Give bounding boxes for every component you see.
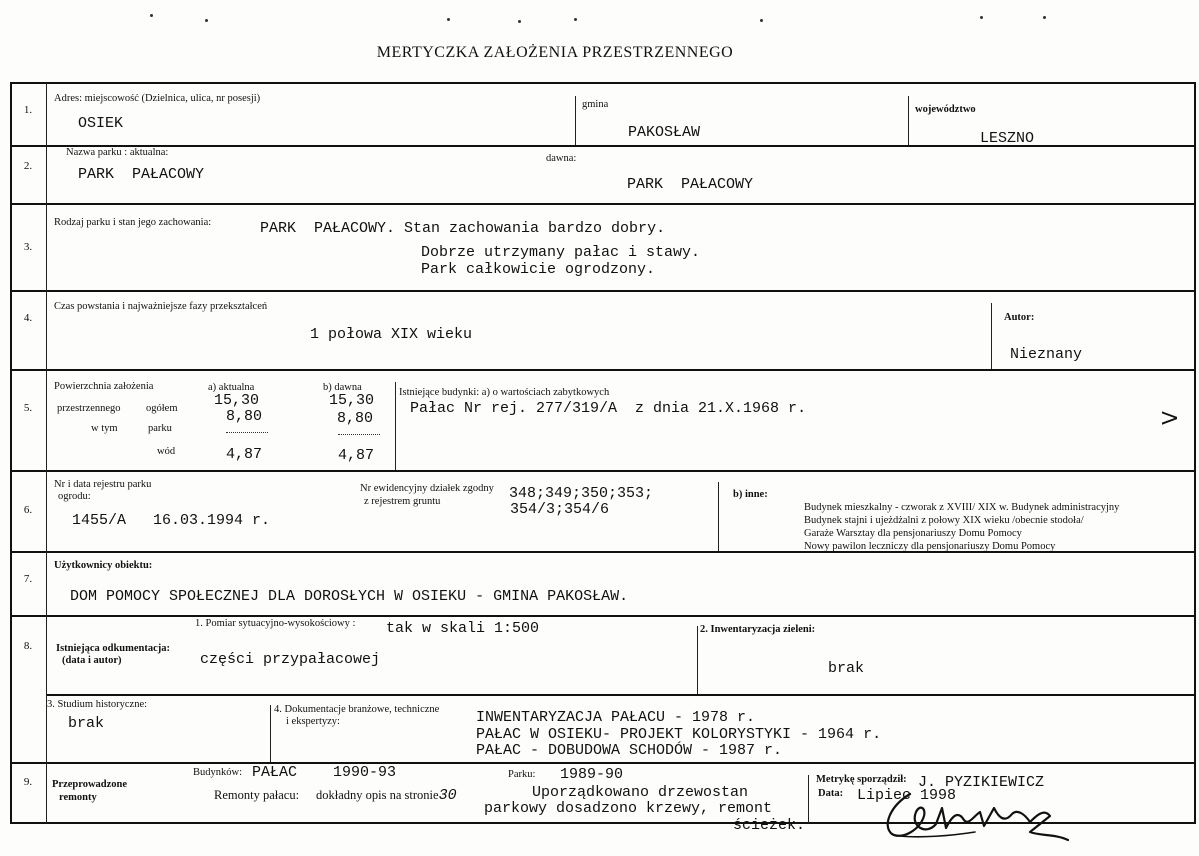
row-number: 8. xyxy=(23,640,33,652)
historic-buildings-value: Pałac Nr rej. 277/319/A z dnia 21.X.1968 r. xyxy=(410,400,807,417)
greenery-inventory-value: brak xyxy=(828,660,865,677)
row-number: 7. xyxy=(23,573,33,585)
cell-divider xyxy=(991,303,992,369)
park-renovation-desc: parkowy dosadzono krzewy, remont xyxy=(484,800,773,817)
scan-speck xyxy=(1043,16,1046,19)
technical-doc-item: PAŁAC W OSIEKU- PROJEKT KOLORYSTYKI - 1964 r. xyxy=(476,726,882,743)
creation-time-value: 1 połowa XIX wieku xyxy=(310,326,473,343)
cell-divider xyxy=(718,482,719,551)
voivodeship-value: LESZNO xyxy=(980,130,1035,147)
row-number: 4. xyxy=(23,312,33,324)
cell-divider xyxy=(575,96,576,145)
park-name-value: PARK PAŁACOWY xyxy=(78,166,205,183)
row-number: 5. xyxy=(23,402,33,414)
other-building-item: Budynek mieszkalny - czworak z XVIII/ XIX w. Budynek administracyjny xyxy=(804,502,1120,513)
scan-speck xyxy=(447,18,450,21)
area-former-total: 15,30 xyxy=(329,392,375,409)
park-renovation-desc: ścieżek. xyxy=(733,817,806,834)
row-number: 9. xyxy=(23,776,33,788)
historical-study-label: 3. Studium historyczne: xyxy=(47,699,148,710)
other-buildings-label: b) inne: xyxy=(733,489,768,500)
dotted-line xyxy=(338,434,380,435)
documentation-label: Istniejąca odkumentacja: xyxy=(56,643,171,654)
park-state-line-2: Dobrze utrzymany pałac i stawy. xyxy=(421,244,701,261)
author-label: Autor: xyxy=(1004,312,1035,323)
palace-renovation-value: dokładny opis na stronie30 xyxy=(316,787,457,804)
dotted-line xyxy=(226,432,268,433)
park-state-line-3: Park całkowicie ogrodzony. xyxy=(421,261,656,278)
plot-numbers-line-2: 354/3;354/6 xyxy=(510,501,610,518)
park-renovation-label: Parku: xyxy=(508,769,536,780)
buildings-renovation-value: PAŁAC 1990-93 xyxy=(252,764,397,781)
park-name-label: Nazwa parku : aktualna: xyxy=(66,147,169,158)
area-current-label: a) aktualna xyxy=(208,382,255,393)
margin-mark: V xyxy=(1157,411,1182,425)
park-renovation-desc: Uporządkowano drzewostan xyxy=(532,784,749,801)
technical-docs-label-cont: i ekspertyzy: xyxy=(286,716,340,727)
area-former-label: b) dawna xyxy=(323,382,362,393)
scan-speck xyxy=(760,19,763,22)
historic-buildings-label: Istniejące budynki: a) o wartościach zabytkowych xyxy=(399,387,610,398)
scan-speck xyxy=(980,16,983,19)
registry-value: 1455/A 16.03.1994 r. xyxy=(72,512,271,529)
row-divider xyxy=(46,694,1196,696)
address-value: OSIEK xyxy=(78,115,124,132)
scan-speck xyxy=(574,18,577,21)
documentation-label-cont: (data i autor) xyxy=(62,655,122,666)
area-former-water: 4,87 xyxy=(338,447,375,464)
park-type-label: Rodzaj parku i stan jego zachowania: xyxy=(54,217,212,228)
scan-speck xyxy=(518,20,521,23)
area-total-label: ogółem xyxy=(146,403,178,414)
former-name-value: PARK PAŁACOWY xyxy=(627,176,754,193)
registry-label-cont: ogrodu: xyxy=(58,491,91,502)
cell-divider xyxy=(697,626,698,694)
renovations-label: Przeprowadzone xyxy=(52,779,128,790)
cell-divider xyxy=(395,382,396,470)
area-current-water: 4,87 xyxy=(226,446,263,463)
row-number: 1. xyxy=(23,104,33,116)
survey-value-extent: części przypałacowej xyxy=(200,651,381,668)
area-former-park: 8,80 xyxy=(337,410,374,427)
buildings-renovation-label: Budynków: xyxy=(193,767,243,778)
creation-time-label: Czas powstania i najważniejsze fazy przekształceń xyxy=(54,301,268,312)
cell-divider xyxy=(270,705,271,762)
survey-label: 1. Pomiar sytuacyjno-wysokościowy : xyxy=(195,618,356,629)
cell-divider xyxy=(908,96,909,145)
area-current-park: 8,80 xyxy=(226,408,263,425)
cell-divider xyxy=(808,775,809,823)
park-renovation-years: 1989-90 xyxy=(560,766,624,783)
greenery-inventory-label: 2. Inwentaryzacja zieleni: xyxy=(700,624,816,635)
former-name-label: dawna: xyxy=(546,153,577,164)
row-number: 2. xyxy=(23,160,33,172)
other-building-item: Nowy pawilon leczniczy dla pensjonariuszy Domu Pomocy xyxy=(804,541,1056,552)
scan-speck xyxy=(205,19,208,22)
scan-speck xyxy=(150,14,153,17)
row-number: 3. xyxy=(23,241,33,253)
technical-doc-item: INWENTARYZACJA PAŁACU - 1978 r. xyxy=(476,709,756,726)
address-label: Adres: miejscowość (Dzielnica, ulica, nr posesji) xyxy=(54,93,261,104)
technical-docs-label: 4. Dokumentacje branżowe, techniczne xyxy=(274,704,440,715)
compiled-by-value: J. PYZIKIEWICZ xyxy=(918,774,1045,791)
plot-numbers-label-cont: z rejestrem gruntu xyxy=(364,496,441,507)
area-label: Powierzchnia założenia xyxy=(54,381,154,392)
other-building-item: Garaże Warsztay dla pensjonariuszy Domu Pomocy xyxy=(804,528,1022,539)
gmina-label: gmina xyxy=(582,99,609,110)
area-water-label: wód xyxy=(157,446,176,457)
renovations-label-cont: remonty xyxy=(59,792,97,803)
park-state-line-1: PARK PAŁACOWY. Stan zachowania bardzo dobry. xyxy=(260,220,666,237)
compiled-by-label: Metrykę sporządził: xyxy=(816,774,907,785)
area-of-which-label: w tym xyxy=(91,423,118,434)
voivodeship-label: województwo xyxy=(915,104,976,115)
plot-numbers-label: Nr ewidencyjny działek zgodny xyxy=(360,483,494,494)
row-divider xyxy=(10,203,1196,205)
row-divider xyxy=(10,470,1196,472)
other-building-item: Budynek stajni i ujeżdżalni z połowy XIX wieku /obecnie stodoła/ xyxy=(804,515,1084,526)
row-divider xyxy=(10,369,1196,371)
date-value: Lipiec 1998 xyxy=(857,787,957,804)
users-label: Użytkownicy obiektu: xyxy=(54,560,153,571)
number-column-divider xyxy=(46,83,47,823)
plot-numbers-line-1: 348;349;350;353; xyxy=(509,485,654,502)
gmina-value: PAKOSŁAW xyxy=(628,124,701,141)
users-value: DOM POMOCY SPOŁECZNEJ DLA DOROSŁYCH W OSIEKU - GMINA PAKOSŁAW. xyxy=(70,588,629,605)
technical-doc-item: PAŁAC - DOBUDOWA SCHODÓW - 1987 r. xyxy=(476,742,783,759)
date-label: Data: xyxy=(818,788,844,799)
handwritten-signature xyxy=(880,786,1080,850)
row-divider xyxy=(10,290,1196,292)
row-divider xyxy=(10,615,1196,617)
palace-renovation-label: Remonty pałacu: xyxy=(214,788,300,802)
survey-value-scale: tak w skali 1:500 xyxy=(386,620,540,637)
area-current-total: 15,30 xyxy=(214,392,260,409)
document-title: MERTYCZKA ZAŁOŻENIA PRZESTRZENNEGO xyxy=(376,44,734,61)
area-park-label: parku xyxy=(148,423,172,434)
historical-study-value: brak xyxy=(68,715,105,732)
area-total-row-label: przestrzennego xyxy=(57,403,121,414)
row-number: 6. xyxy=(23,504,33,516)
author-value: Nieznany xyxy=(1010,346,1083,363)
row-divider xyxy=(10,762,1196,764)
registry-label: Nr i data rejestru parku xyxy=(54,479,152,490)
